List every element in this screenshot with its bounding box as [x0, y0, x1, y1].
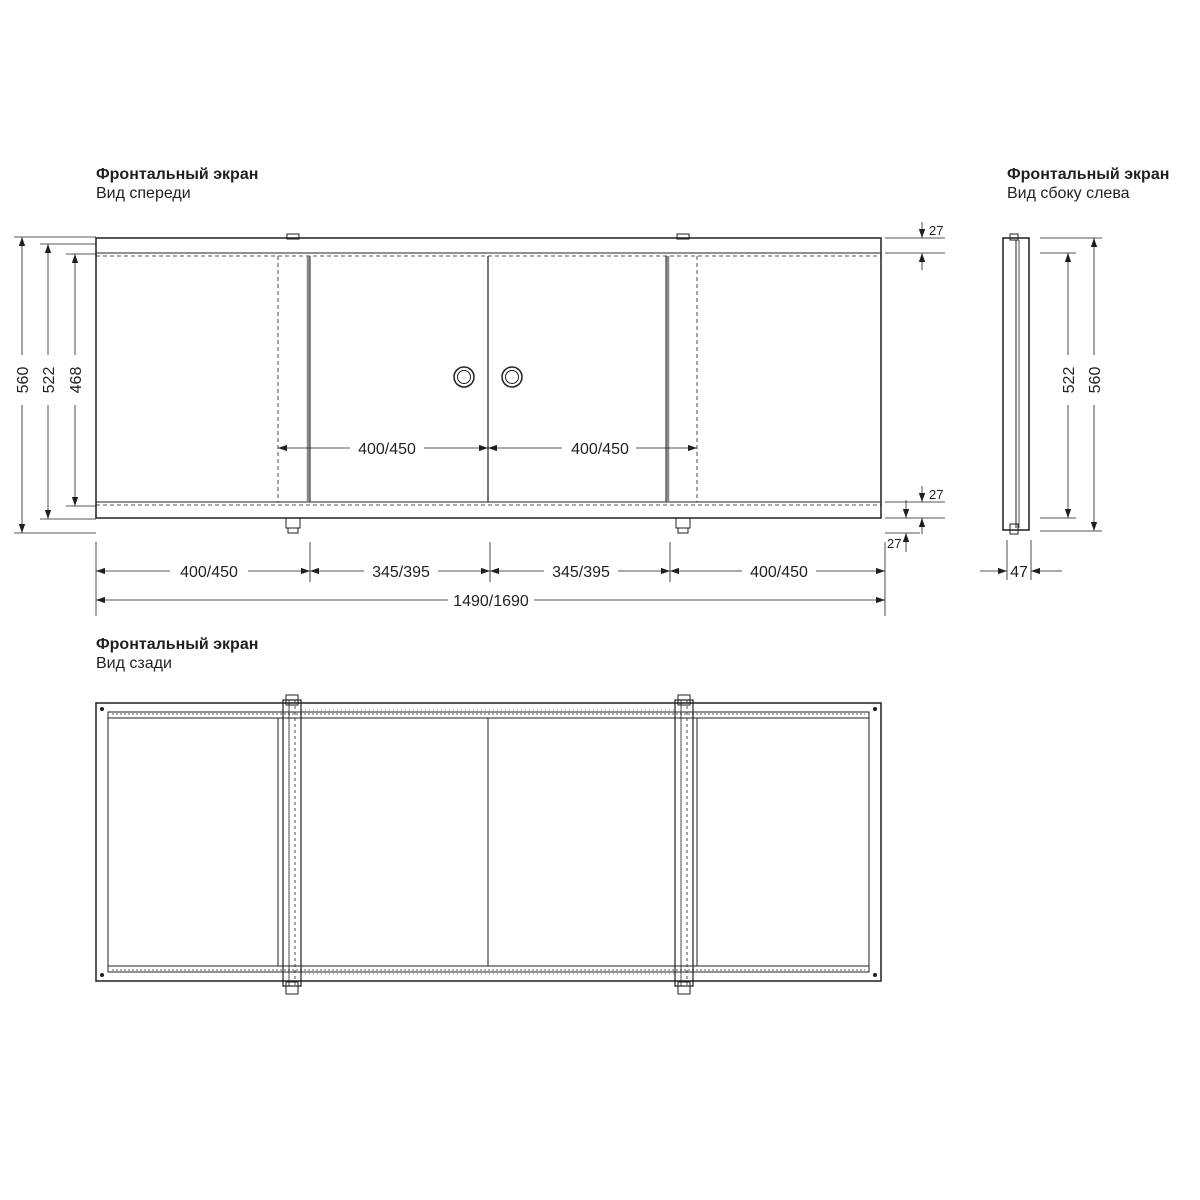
side-view-title: Фронтальный экран — [1007, 166, 1170, 183]
dim-height-total: 560 — [15, 366, 32, 394]
dim-width-total: 1490/1690 — [453, 593, 529, 610]
front-view-subtitle: Вид спереди — [96, 185, 191, 203]
dim-seg-1: 400/450 — [180, 564, 238, 581]
back-view-title: Фронтальный экран — [96, 636, 259, 653]
dim-rail-bottom: 27 — [929, 487, 944, 502]
dim-side-height-frame: 522 — [1061, 366, 1078, 394]
dim-rail-top: 27 — [929, 223, 944, 238]
dim-side-height-total: 560 — [1087, 366, 1104, 394]
back-view-drawing — [96, 695, 881, 994]
back-brace-right — [675, 700, 693, 986]
dim-door-left: 400/450 — [358, 441, 416, 458]
back-brace-left — [283, 700, 301, 986]
side-view-subtitle: Вид сбоку слева — [1007, 185, 1130, 203]
front-view-title: Фронтальный экран — [96, 166, 259, 183]
front-right-small-dimensions — [885, 222, 945, 552]
back-view-subtitle: Вид сзади — [96, 655, 172, 673]
dim-height-inner: 468 — [68, 366, 85, 394]
dim-height-frame: 522 — [41, 366, 58, 394]
dim-side-depth: 47 — [1010, 564, 1028, 581]
dim-seg-3: 345/395 — [552, 564, 610, 581]
dim-foot: 27 — [887, 536, 902, 551]
dim-seg-4: 400/450 — [750, 564, 808, 581]
side-view-drawing — [1003, 234, 1029, 534]
dim-door-right: 400/450 — [571, 441, 629, 458]
handle-left-icon — [454, 367, 474, 387]
handle-right-icon — [502, 367, 522, 387]
dim-seg-2: 345/395 — [372, 564, 430, 581]
front-view-drawing — [96, 234, 881, 533]
